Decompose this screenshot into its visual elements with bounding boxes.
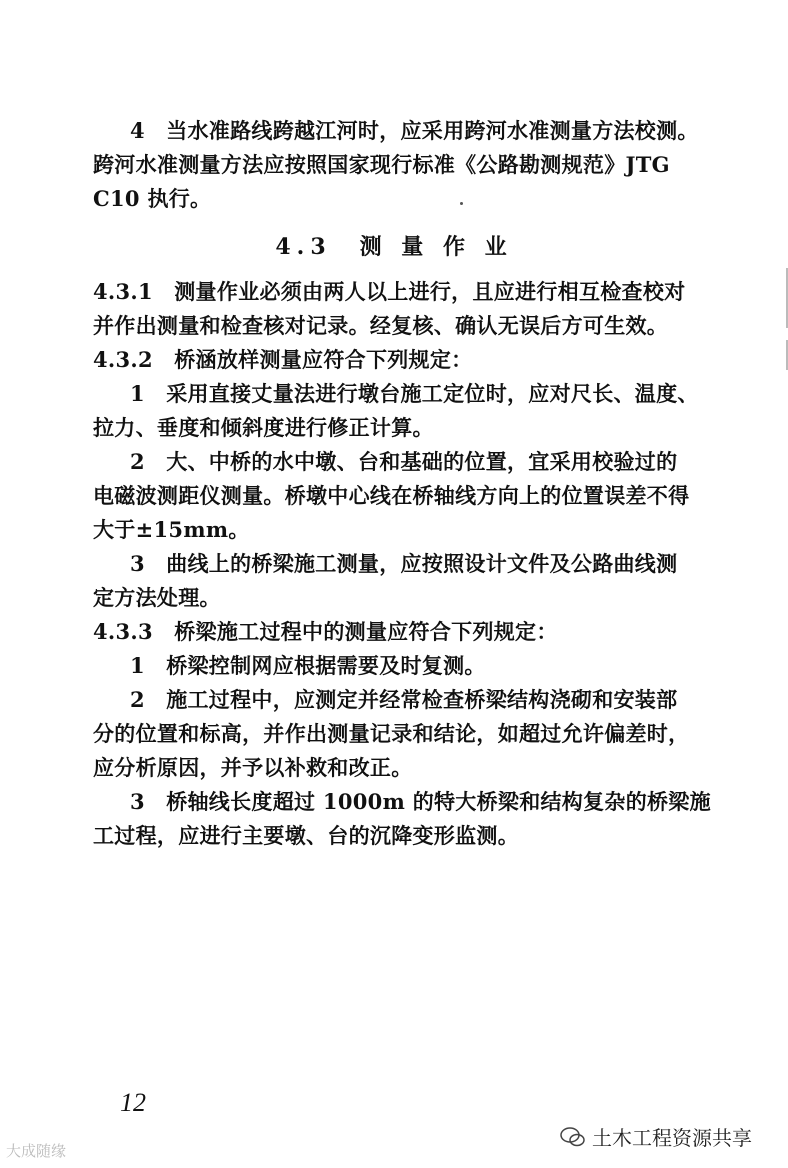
clause-line: 并作出测量和检查核对记录。经复核、确认无误后方可生效。 <box>93 313 669 338</box>
clause-line: 3 曲线上的桥梁施工测量，应按照设计文件及公路曲线测 <box>130 551 678 576</box>
stray-mark <box>460 202 463 205</box>
clause-line: 3 桥轴线长度超过 1000m 的特大桥梁和结构复杂的桥梁施 <box>130 789 711 814</box>
page-number: 12 <box>120 1088 146 1117</box>
clause-line: 定方法处理。 <box>93 585 221 610</box>
paragraph-line: C10 执行。 <box>93 186 212 211</box>
clause-line: 4.3.1 测量作业必须由两人以上进行，且应进行相互检查校对 <box>93 279 686 304</box>
paragraph-line: 跨河水准测量方法应按照国家现行标准《公路勘测规范》JTG <box>93 152 670 177</box>
clause-line: 电磁波测距仪测量。桥墩中心线在桥轴线方向上的位置误差不得 <box>93 483 690 508</box>
clause-line: 2 施工过程中，应测定并经常检查桥梁结构浇砌和安装部 <box>130 687 678 712</box>
clause-line: 2 大、中桥的水中墩、台和基础的位置，宜采用校验过的 <box>130 449 678 474</box>
clause-line: 大于±15mm。 <box>93 517 250 542</box>
clause-line: 4.3.2 桥涵放样测量应符合下列规定： <box>93 347 473 372</box>
clause-line: 拉力、垂度和倾斜度进行修正计算。 <box>93 415 434 440</box>
paragraph-line: 4 当水准路线跨越江河时，应采用跨河水准测量方法校测。 <box>130 118 699 143</box>
watermark-right-text: 土木工程资源共享 <box>592 1126 752 1150</box>
clause-line: 1 采用直接丈量法进行墩台施工定位时，应对尺长、温度、 <box>130 381 699 406</box>
watermark-left <box>6 1140 66 1161</box>
clause-line: 4.3.3 桥梁施工过程中的测量应符合下列规定： <box>93 619 558 644</box>
watermark-right <box>560 1122 752 1151</box>
section-heading: 4.3 测 量 作 业 <box>275 234 513 260</box>
wechat-icon <box>560 1126 586 1148</box>
clause-line: 应分析原因，并予以补救和改正。 <box>93 755 413 780</box>
clause-line: 工过程，应进行主要墩、台的沉降变形监测。 <box>93 823 519 848</box>
clause-line: 1 桥梁控制网应根据需要及时复测。 <box>130 653 486 678</box>
watermark-left-text: 大成随缘 <box>6 1142 67 1160</box>
clause-line: 分的位置和标高，并作出测量记录和结论，如超过允许偏差时， <box>93 721 690 746</box>
